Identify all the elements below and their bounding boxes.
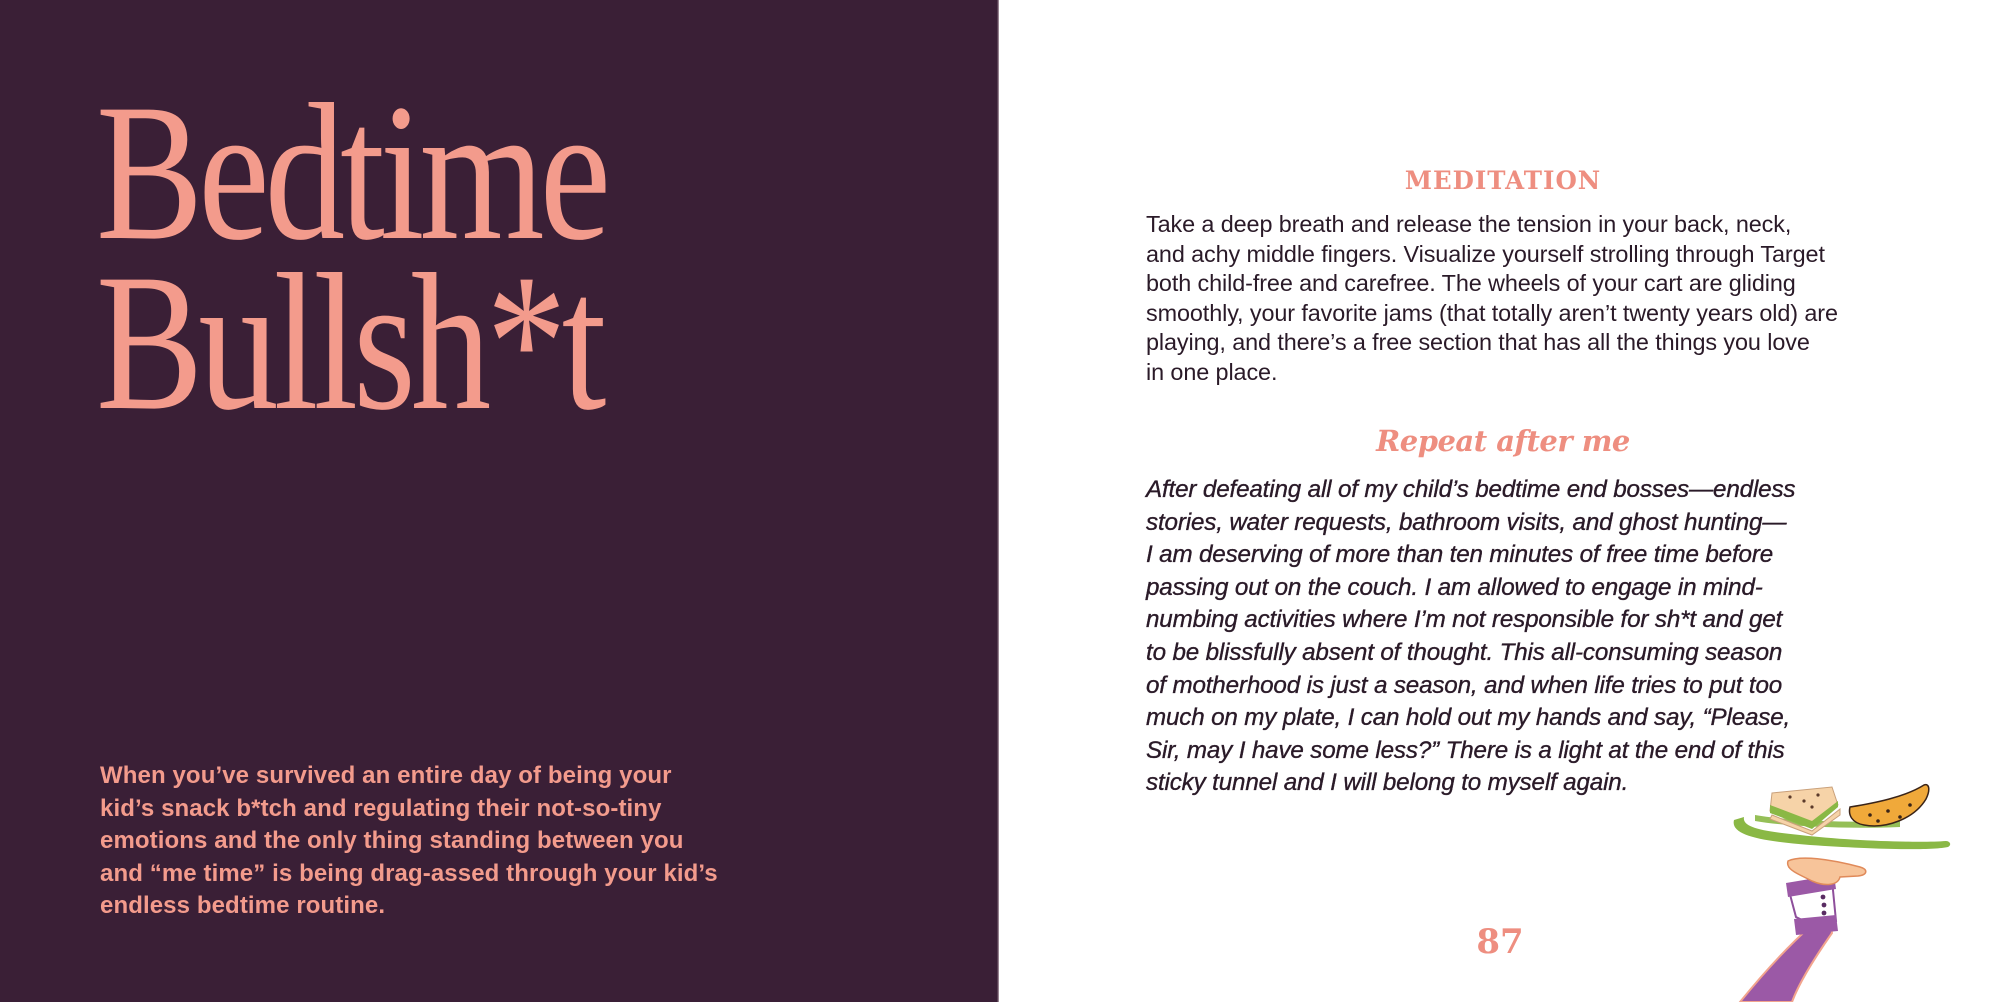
- affirmation-line: to be blissfully absent of thought. This all-consuming season: [1146, 638, 1783, 666]
- chapter-intro-blurb: [100, 760, 718, 923]
- affirmation-line: I am deserving of more than ten minutes of free time before: [1146, 541, 1774, 569]
- meditation-heading: MEDITATION: [1404, 166, 1602, 195]
- affirmation-line: Sir, may I have some less?” There is a light at the end of this: [1146, 736, 1785, 764]
- affirmation-line: sticky tunnel and I will belong to myself again.: [1146, 769, 1629, 797]
- blurb-line: kid’s snack b*tch and regulating their not-so-tiny: [100, 794, 662, 822]
- meditation-line: Take a deep breath and release the tension in your back, neck,: [1146, 211, 1792, 237]
- chapter-title-line-1: Bedtime: [96, 64, 607, 281]
- meditation-line: smoothly, your favorite jams (that totally aren’t twenty years old) are: [1146, 299, 1838, 326]
- left-page: [0, 0, 999, 1002]
- meditation-line: in one place.: [1146, 358, 1278, 385]
- repeat-after-me-heading: Repeat after me: [1376, 424, 1630, 458]
- affirmation-line: much on my plate, I can hold out my hands and say, “Please,: [1146, 704, 1791, 732]
- chapter-title: [96, 64, 607, 451]
- affirmation-line: After defeating all of my child’s bedtime end bosses—endless: [1146, 476, 1796, 503]
- affirmation-line: passing out on the couch. I am allowed to engage in mind-: [1146, 573, 1763, 601]
- meditation-line: and achy middle fingers. Visualize yourself strolling through Target: [1146, 240, 1825, 267]
- blurb-line: and “me time” is being drag-assed through your kid’s: [100, 859, 718, 887]
- affirmation-line: stories, water requests, bathroom visits, and ghost hunting—: [1146, 508, 1787, 536]
- meditation-paragraph: [1146, 210, 1838, 387]
- meditation-line: both child-free and carefree. The wheels of your cart are gliding: [1146, 270, 1796, 296]
- affirmation-paragraph: [1146, 474, 1795, 800]
- affirmation-line: of motherhood is just a season, and when life tries to put too: [1146, 671, 1783, 699]
- blurb-line: emotions and the only thing standing between you: [100, 827, 684, 855]
- affirmation-line: numbing activities where I’m not responsible for sh*t and get: [1146, 606, 1783, 634]
- chapter-title-line-2: Bullsh*t: [96, 234, 602, 451]
- blurb-line: When you’ve survived an entire day of being your: [100, 762, 672, 789]
- page-number: 87: [1476, 922, 1524, 962]
- blurb-line: endless bedtime routine.: [100, 892, 386, 920]
- meditation-line: playing, and there’s a free section that has all the things you love: [1146, 329, 1810, 355]
- waiter-tray-illustration-icon: [1700, 775, 2000, 1002]
